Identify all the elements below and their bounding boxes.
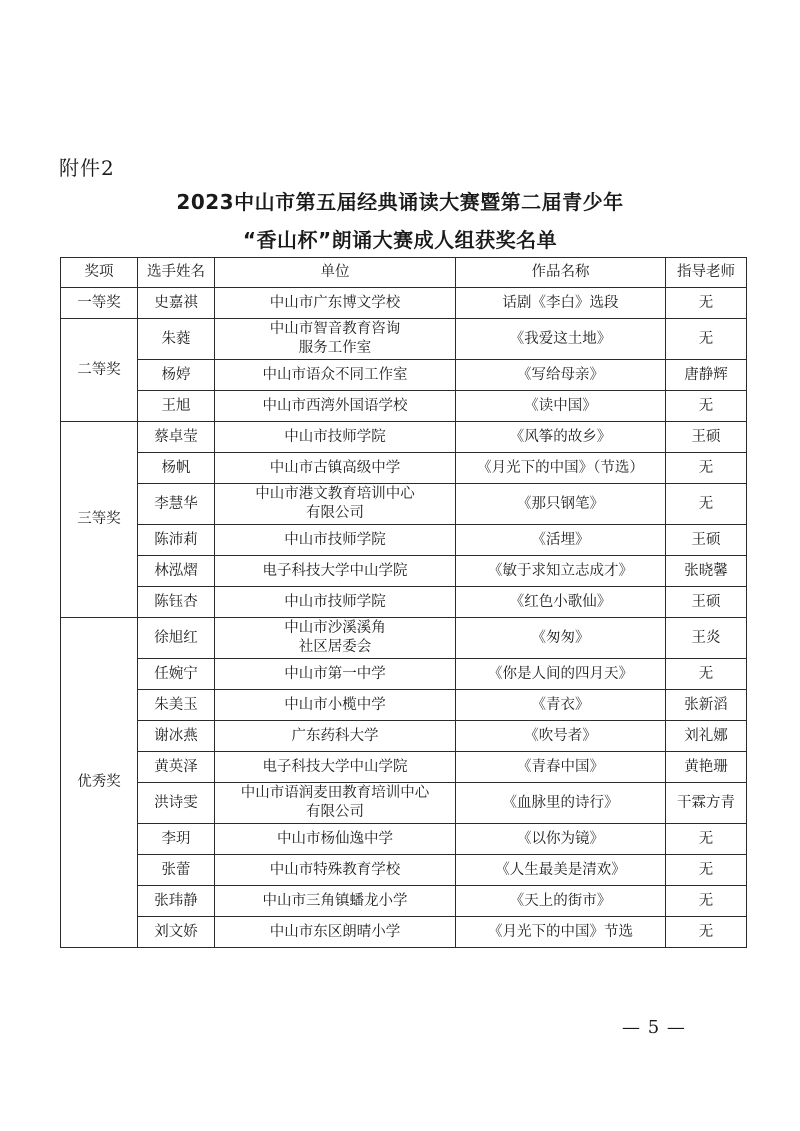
table-row <box>61 855 747 886</box>
work-title-cell: 《活埋》 <box>456 525 666 556</box>
unit-line: 中山市智音教育咨询 <box>269 321 401 337</box>
teacher-cell: 无 <box>666 484 747 525</box>
contestant-name-cell: 王旭 <box>138 391 215 422</box>
table-row <box>61 319 747 360</box>
work-title-cell: 《红色小歌仙》 <box>456 587 666 618</box>
teacher-cell: 无 <box>666 288 747 319</box>
work-title-cell: 《我爱这土地》 <box>456 319 666 360</box>
unit-cell <box>215 659 456 690</box>
unit-cell <box>215 525 456 556</box>
teacher-cell: 无 <box>666 886 747 917</box>
table-row <box>61 917 747 948</box>
column-header-unit: 单位 <box>215 258 456 288</box>
table-row <box>61 360 747 391</box>
contestant-name-cell: 杨帆 <box>138 453 215 484</box>
unit-line: 服务工作室 <box>298 340 372 356</box>
work-title-cell: 《你是人间的四月天》 <box>456 659 666 690</box>
unit-cell <box>215 391 456 422</box>
table-row <box>61 453 747 484</box>
unit-line: 中山市语众不同工作室 <box>262 366 408 383</box>
teacher-cell: 无 <box>666 453 747 484</box>
unit-line: 中山市第一中学 <box>284 665 386 682</box>
table-row <box>61 824 747 855</box>
unit-line: 中山市港文教育培训中心 <box>255 486 415 502</box>
unit-line: 中山市广东博文学校 <box>269 294 401 311</box>
contestant-name-cell: 朱美玉 <box>138 690 215 721</box>
teacher-cell: 王硕 <box>666 525 747 556</box>
column-header-name: 选手姓名 <box>138 258 215 288</box>
table-header-row <box>61 258 747 288</box>
document-title-line-2: “香山杯”朗诵大赛成人组获奖名单 <box>242 228 558 252</box>
teacher-cell: 张晓馨 <box>666 556 747 587</box>
teacher-cell: 唐静辉 <box>666 360 747 391</box>
unit-cell <box>215 855 456 886</box>
award-level-cell: 三等奖 <box>61 422 138 618</box>
work-title-cell: 《青春中国》 <box>456 752 666 783</box>
unit-cell <box>215 690 456 721</box>
contestant-name-cell: 徐旭红 <box>138 618 215 659</box>
unit-line: 社区居委会 <box>298 639 372 655</box>
unit-cell <box>215 587 456 618</box>
unit-line: 中山市沙溪溪角 <box>284 620 386 636</box>
teacher-cell: 无 <box>666 917 747 948</box>
column-header-work: 作品名称 <box>456 258 666 288</box>
table-row <box>61 752 747 783</box>
work-title-cell: 《以你为镜》 <box>456 824 666 855</box>
table-row <box>61 659 747 690</box>
teacher-cell: 无 <box>666 824 747 855</box>
contestant-name-cell: 张蕾 <box>138 855 215 886</box>
contestant-name-cell: 杨婷 <box>138 360 215 391</box>
work-title-cell: 话剧《李白》选段 <box>456 288 666 319</box>
teacher-cell: 刘礼娜 <box>666 721 747 752</box>
teacher-cell: 王硕 <box>666 422 747 453</box>
unit-line: 中山市技师学院 <box>284 428 386 445</box>
contestant-name-cell: 李玥 <box>138 824 215 855</box>
table-row <box>61 391 747 422</box>
unit-cell <box>215 783 456 824</box>
work-title-cell: 《读中国》 <box>456 391 666 422</box>
work-title-cell: 《青衣》 <box>456 690 666 721</box>
table-row <box>61 484 747 525</box>
unit-line: 中山市语润麦田教育培训中心 <box>240 785 430 801</box>
contestant-name-cell: 李慧华 <box>138 484 215 525</box>
teacher-cell: 干霖方青 <box>666 783 747 824</box>
contestant-name-cell: 朱蕤 <box>138 319 215 360</box>
unit-cell <box>215 484 456 525</box>
contestant-name-cell: 黄英泽 <box>138 752 215 783</box>
unit-cell <box>215 886 456 917</box>
unit-line: 中山市西湾外国语学校 <box>262 397 408 414</box>
table-row <box>61 288 747 319</box>
unit-cell <box>215 319 456 360</box>
unit-cell <box>215 917 456 948</box>
unit-cell <box>215 721 456 752</box>
table-row <box>61 783 747 824</box>
teacher-cell: 王硕 <box>666 587 747 618</box>
unit-cell <box>215 752 456 783</box>
teacher-cell: 无 <box>666 659 747 690</box>
teacher-cell: 张新滔 <box>666 690 747 721</box>
award-level-cell: 一等奖 <box>61 288 138 319</box>
unit-cell <box>215 556 456 587</box>
contestant-name-cell: 张玮静 <box>138 886 215 917</box>
contestant-name-cell: 林泓熠 <box>138 556 215 587</box>
award-level-cell: 二等奖 <box>61 319 138 422</box>
teacher-cell: 王炎 <box>666 618 747 659</box>
page-number: — 5 — <box>622 1017 686 1038</box>
work-title-cell: 《敏于求知立志成才》 <box>456 556 666 587</box>
unit-line: 中山市小榄中学 <box>284 696 386 713</box>
work-title-cell: 《匆匆》 <box>456 618 666 659</box>
unit-line: 中山市东区朗晴小学 <box>269 923 401 940</box>
unit-line: 中山市杨仙逸中学 <box>277 830 393 847</box>
teacher-cell: 黄艳珊 <box>666 752 747 783</box>
teacher-cell: 无 <box>666 391 747 422</box>
unit-line: 有限公司 <box>306 804 364 820</box>
unit-line: 中山市技师学院 <box>284 531 386 548</box>
unit-line: 电子科技大学中山学院 <box>262 562 408 579</box>
table-row <box>61 690 747 721</box>
unit-cell <box>215 422 456 453</box>
unit-line: 中山市技师学院 <box>284 593 386 610</box>
unit-line: 中山市古镇高级中学 <box>269 459 401 476</box>
contestant-name-cell: 谢冰燕 <box>138 721 215 752</box>
document-title-line-1: 2023中山市第五届经典诵读大赛暨第二届青少年 <box>176 190 624 214</box>
table-row <box>61 886 747 917</box>
work-title-cell: 《月光下的中国》（节选） <box>456 453 666 484</box>
contestant-name-cell: 刘文娇 <box>138 917 215 948</box>
column-header-teacher: 指导老师 <box>666 258 747 288</box>
table-row <box>61 556 747 587</box>
work-title-cell: 《血脉里的诗行》 <box>456 783 666 824</box>
contestant-name-cell: 陈沛莉 <box>138 525 215 556</box>
work-title-cell: 《写给母亲》 <box>456 360 666 391</box>
teacher-cell: 无 <box>666 319 747 360</box>
awards-table <box>60 257 747 948</box>
award-level-cell: 优秀奖 <box>61 618 138 948</box>
unit-line: 有限公司 <box>306 505 364 521</box>
teacher-cell: 无 <box>666 855 747 886</box>
unit-cell <box>215 618 456 659</box>
work-title-cell: 《月光下的中国》节选 <box>456 917 666 948</box>
work-title-cell: 《风筝的故乡》 <box>456 422 666 453</box>
unit-line: 广东药科大学 <box>291 727 379 744</box>
table-row <box>61 618 747 659</box>
contestant-name-cell: 洪诗雯 <box>138 783 215 824</box>
contestant-name-cell: 陈钰杏 <box>138 587 215 618</box>
attachment-label: 附件2 <box>59 156 115 180</box>
awards-table-body <box>61 288 747 948</box>
unit-cell <box>215 824 456 855</box>
table-row <box>61 587 747 618</box>
unit-cell <box>215 288 456 319</box>
work-title-cell: 《天上的街市》 <box>456 886 666 917</box>
table-row <box>61 721 747 752</box>
work-title-cell: 《吹号者》 <box>456 721 666 752</box>
unit-cell <box>215 360 456 391</box>
table-row <box>61 525 747 556</box>
column-header-award: 奖项 <box>61 258 138 288</box>
unit-line: 电子科技大学中山学院 <box>262 758 408 775</box>
work-title-cell: 《那只钢笔》 <box>456 484 666 525</box>
contestant-name-cell: 任婉宁 <box>138 659 215 690</box>
contestant-name-cell: 史嘉祺 <box>138 288 215 319</box>
contestant-name-cell: 蔡卓莹 <box>138 422 215 453</box>
unit-line: 中山市特殊教育学校 <box>269 861 401 878</box>
table-row <box>61 422 747 453</box>
unit-line: 中山市三角镇蟠龙小学 <box>262 892 408 909</box>
unit-cell <box>215 453 456 484</box>
work-title-cell: 《人生最美是清欢》 <box>456 855 666 886</box>
